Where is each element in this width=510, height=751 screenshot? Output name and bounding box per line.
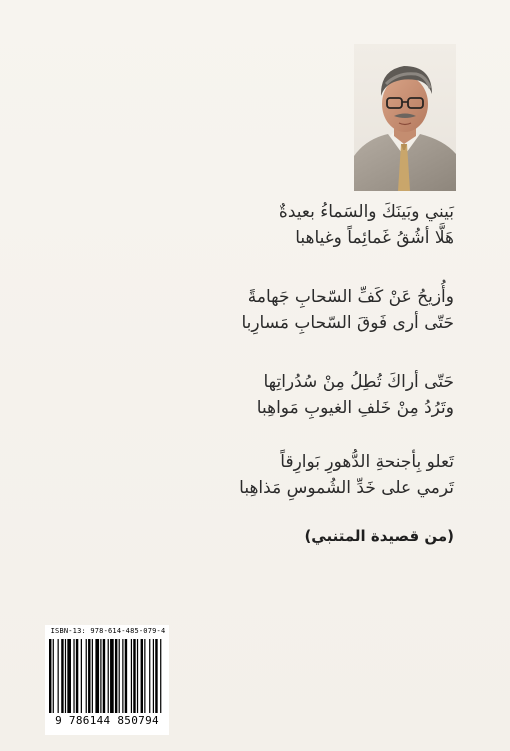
poem-line: هَلَّا أشُقُ غَمائِماً وغياهبا [295,228,454,248]
barcode-bars [49,639,165,713]
poem-source: (من قصيدة المتنبي) [304,527,454,545]
poem-line: وتَرُدُ مِنْ خَلفِ الغيوبِ مَواهِبا [256,398,454,418]
poem-stanza-2 [174,284,454,336]
isbn-label: ISBN-13: 978-614-485-079-4 [50,627,166,635]
isbn-barcode [45,625,169,735]
poem-line: بَيني وبَينَكَ والسَماءُ بعيدةٌ [278,202,454,222]
poem-stanza-4 [174,449,454,501]
poem-line: حَتّى أراكَ تُطِلُ مِنْ سُدُراتِها [263,372,454,392]
poem-line: وأُزيحُ عَنْ كَفِّ السّحابِ جَهامةً [247,287,454,307]
poem-line: تَعلو بِأجنحةِ الدُّهورِ بَوارِقاً [280,452,454,472]
poem-stanza-3 [174,369,454,421]
poem-line: تَرمي على خَدِّ الشُموسِ مَذاهِبا [239,478,454,498]
poem-line: حَتّى أرى فَوقَ السّحابِ مَسارِبا [241,313,454,333]
ean-digits: 9 786144 850794 [55,714,159,727]
poem-stanza-1 [174,199,454,251]
